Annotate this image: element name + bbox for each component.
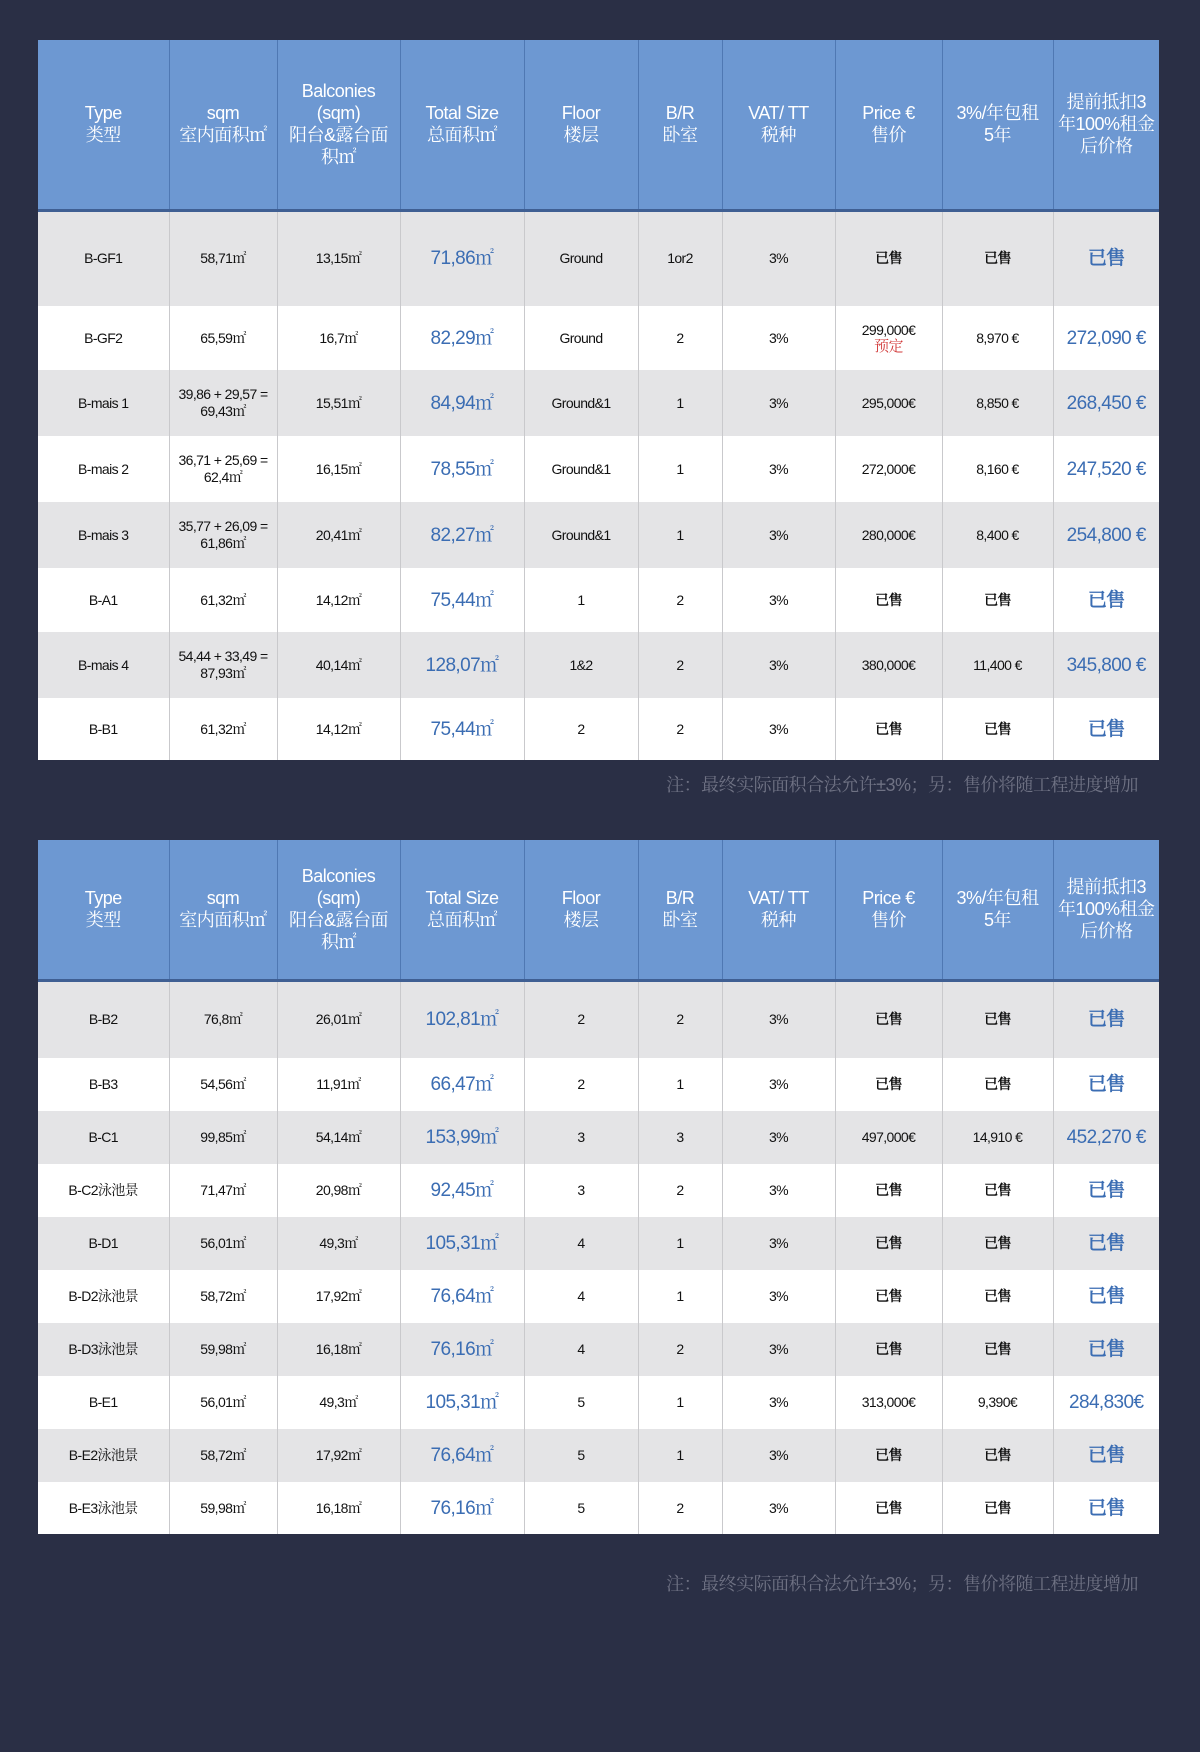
cell-final-price: 268,450 € [1053, 370, 1159, 436]
header-row [38, 840, 1159, 980]
cell-balconies: 49,3㎡ [277, 1217, 400, 1270]
cell-floor: 4 [524, 1323, 638, 1376]
cell-floor: 3 [524, 1164, 638, 1217]
cell-rent: 8,400 € [942, 502, 1053, 568]
cell-final-price: 已售 [1053, 568, 1159, 632]
cell-vat: 3% [722, 306, 835, 370]
cell-balconies: 16,18㎡ [277, 1323, 400, 1376]
cell-total-size: 153,99㎡ [400, 1111, 524, 1164]
cell-vat: 3% [722, 1323, 835, 1376]
table-row [38, 502, 1159, 568]
cell-total-size: 82,29㎡ [400, 306, 524, 370]
cell-sqm: 61,32㎡ [169, 698, 277, 760]
cell-total-size: 76,64㎡ [400, 1429, 524, 1482]
table-row [38, 1058, 1159, 1111]
cell-balconies: 17,92㎡ [277, 1429, 400, 1482]
cell-price: 已售 [835, 210, 942, 306]
cell-vat: 3% [722, 568, 835, 632]
header-rent: 3%/年包租 5年 [942, 40, 1053, 210]
cell-type: B-GF1 [38, 210, 169, 306]
table-row [38, 980, 1159, 1058]
table-row [38, 306, 1159, 370]
cell-total-size: 84,94㎡ [400, 370, 524, 436]
cell-bedrooms: 2 [638, 306, 722, 370]
cell-bedrooms: 2 [638, 1164, 722, 1217]
cell-vat: 3% [722, 980, 835, 1058]
cell-total-size: 92,45㎡ [400, 1164, 524, 1217]
cell-bedrooms: 1 [638, 502, 722, 568]
header-vat: VAT/ TT 税种 [722, 840, 835, 980]
cell-bedrooms: 1 [638, 1270, 722, 1323]
cell-rent: 已售 [942, 1058, 1053, 1111]
cell-floor: 5 [524, 1482, 638, 1534]
cell-balconies: 20,98㎡ [277, 1164, 400, 1217]
cell-bedrooms: 2 [638, 980, 722, 1058]
cell-type: B-mais 2 [38, 436, 169, 502]
table-row [38, 1429, 1159, 1482]
cell-rent: 11,400 € [942, 632, 1053, 698]
cell-rent: 14,910 € [942, 1111, 1053, 1164]
cell-price: 已售 [835, 1270, 942, 1323]
cell-rent: 已售 [942, 568, 1053, 632]
cell-floor: 5 [524, 1376, 638, 1429]
cell-floor: Ground&1 [524, 502, 638, 568]
cell-vat: 3% [722, 370, 835, 436]
cell-price: 已售 [835, 1217, 942, 1270]
cell-total-size: 76,16㎡ [400, 1482, 524, 1534]
cell-type: B-E2泳池景 [38, 1429, 169, 1482]
cell-total-size: 102,81㎡ [400, 980, 524, 1058]
cell-sqm: 58,72㎡ [169, 1429, 277, 1482]
cell-vat: 3% [722, 1111, 835, 1164]
cell-type: B-mais 3 [38, 502, 169, 568]
cell-sqm: 99,85㎡ [169, 1111, 277, 1164]
header-total-size: Total Size 总面积㎡ [400, 40, 524, 210]
cell-price: 已售 [835, 1164, 942, 1217]
cell-bedrooms: 1 [638, 436, 722, 502]
cell-sqm: 54,56㎡ [169, 1058, 277, 1111]
cell-total-size: 82,27㎡ [400, 502, 524, 568]
table-row [38, 698, 1159, 760]
cell-total-size: 128,07㎡ [400, 632, 524, 698]
cell-price: 已售 [835, 568, 942, 632]
cell-total-size: 71,86㎡ [400, 210, 524, 306]
cell-type: B-D1 [38, 1217, 169, 1270]
cell-price [835, 306, 942, 370]
header-rent: 3%/年包租 5年 [942, 840, 1053, 980]
cell-final-price: 已售 [1053, 1270, 1159, 1323]
header-total-size: Total Size 总面积㎡ [400, 840, 524, 980]
cell-balconies: 54,14㎡ [277, 1111, 400, 1164]
header-bedrooms: B/R 卧室 [638, 840, 722, 980]
table-row [38, 1217, 1159, 1270]
cell-floor: 1&2 [524, 632, 638, 698]
table-row [38, 1111, 1159, 1164]
header-price: Price € 售价 [835, 840, 942, 980]
header-row [38, 40, 1159, 210]
header-type: Type 类型 [38, 40, 169, 210]
cell-rent: 已售 [942, 210, 1053, 306]
cell-type: B-D3泳池景 [38, 1323, 169, 1376]
table-body [38, 210, 1159, 760]
cell-type: B-E3泳池景 [38, 1482, 169, 1534]
header-floor: Floor 楼层 [524, 40, 638, 210]
cell-type: B-B3 [38, 1058, 169, 1111]
cell-type: B-C2泳池景 [38, 1164, 169, 1217]
cell-type: B-mais 1 [38, 370, 169, 436]
footnote: 注：最终实际面积合法允许±3%；另：售价将随工程进度增加 [666, 775, 1138, 795]
cell-floor: 1 [524, 568, 638, 632]
cell-type: B-mais 4 [38, 632, 169, 698]
cell-rent: 8,160 € [942, 436, 1053, 502]
cell-type: B-B2 [38, 980, 169, 1058]
header-balconies: Balconies (sqm) 阳台&露台面 积㎡ [277, 840, 400, 980]
price-table-2 [38, 840, 1159, 1534]
table-row [38, 1270, 1159, 1323]
reserved-badge: 预定 [874, 337, 903, 355]
cell-total-size: 105,31㎡ [400, 1217, 524, 1270]
cell-floor: Ground&1 [524, 436, 638, 502]
cell-price: 已售 [835, 1323, 942, 1376]
cell-price: 已售 [835, 980, 942, 1058]
cell-price: 295,000€ [835, 370, 942, 436]
header-price: Price € 售价 [835, 40, 942, 210]
cell-balconies: 13,15㎡ [277, 210, 400, 306]
cell-final-price: 254,800 € [1053, 502, 1159, 568]
cell-balconies: 16,18㎡ [277, 1482, 400, 1534]
cell-balconies: 17,92㎡ [277, 1270, 400, 1323]
cell-vat: 3% [722, 436, 835, 502]
table-row [38, 370, 1159, 436]
table-body [38, 980, 1159, 1534]
cell-final-price: 452,270 € [1053, 1111, 1159, 1164]
table-row [38, 1482, 1159, 1534]
cell-type: B-E1 [38, 1376, 169, 1429]
cell-floor: 4 [524, 1270, 638, 1323]
cell-bedrooms: 1 [638, 370, 722, 436]
cell-rent: 9,390€ [942, 1376, 1053, 1429]
cell-price: 已售 [835, 1482, 942, 1534]
cell-bedrooms: 2 [638, 698, 722, 760]
cell-sqm: 36,71 + 25,69 = 62,4㎡ [169, 436, 277, 502]
cell-price: 280,000€ [835, 502, 942, 568]
cell-rent: 已售 [942, 1482, 1053, 1534]
cell-final-price: 247,520 € [1053, 436, 1159, 502]
cell-vat: 3% [722, 1376, 835, 1429]
cell-sqm: 58,71㎡ [169, 210, 277, 306]
cell-balconies: 14,12㎡ [277, 698, 400, 760]
cell-bedrooms: 2 [638, 632, 722, 698]
cell-rent: 已售 [942, 698, 1053, 760]
cell-bedrooms: 1 [638, 1429, 722, 1482]
cell-bedrooms: 2 [638, 568, 722, 632]
cell-total-size: 66,47㎡ [400, 1058, 524, 1111]
price-table [38, 40, 1159, 760]
header-final-price: 提前抵扣3 年100%租金 后价格 [1053, 40, 1159, 210]
cell-total-size: 105,31㎡ [400, 1376, 524, 1429]
cell-total-size: 75,44㎡ [400, 568, 524, 632]
cell-total-size: 78,55㎡ [400, 436, 524, 502]
cell-balconies: 40,14㎡ [277, 632, 400, 698]
cell-balconies: 15,51㎡ [277, 370, 400, 436]
price-table-1 [38, 40, 1159, 760]
cell-final-price: 已售 [1053, 1217, 1159, 1270]
cell-floor: 2 [524, 1058, 638, 1111]
cell-sqm: 56,01㎡ [169, 1376, 277, 1429]
table-row [38, 436, 1159, 502]
cell-sqm: 35,77 + 26,09 = 61,86㎡ [169, 502, 277, 568]
cell-sqm: 71,47㎡ [169, 1164, 277, 1217]
cell-rent: 已售 [942, 1323, 1053, 1376]
cell-final-price: 284,830€ [1053, 1376, 1159, 1429]
price-value: 299,000€ [861, 321, 916, 338]
cell-type: B-B1 [38, 698, 169, 760]
cell-balconies: 20,41㎡ [277, 502, 400, 568]
cell-sqm: 59,98㎡ [169, 1482, 277, 1534]
cell-bedrooms: 1 [638, 1217, 722, 1270]
cell-bedrooms: 3 [638, 1111, 722, 1164]
cell-floor: 2 [524, 980, 638, 1058]
cell-type: B-A1 [38, 568, 169, 632]
cell-final-price: 已售 [1053, 210, 1159, 306]
cell-final-price: 已售 [1053, 1058, 1159, 1111]
cell-rent: 已售 [942, 980, 1053, 1058]
cell-sqm: 65,59㎡ [169, 306, 277, 370]
cell-rent: 已售 [942, 1429, 1053, 1482]
header-bedrooms: B/R 卧室 [638, 40, 722, 210]
cell-final-price: 已售 [1053, 1164, 1159, 1217]
cell-sqm: 54,44 + 33,49 = 87,93㎡ [169, 632, 277, 698]
header-sqm: sqm 室内面积㎡ [169, 40, 277, 210]
header-vat: VAT/ TT 税种 [722, 40, 835, 210]
cell-sqm: 39,86 + 29,57 = 69,43㎡ [169, 370, 277, 436]
cell-price: 已售 [835, 1058, 942, 1111]
cell-price: 313,000€ [835, 1376, 942, 1429]
cell-type: B-C1 [38, 1111, 169, 1164]
price-table [38, 840, 1159, 1534]
cell-balconies: 49,3㎡ [277, 1376, 400, 1429]
cell-balconies: 26,01㎡ [277, 980, 400, 1058]
cell-vat: 3% [722, 632, 835, 698]
header-final-price: 提前抵扣3 年100%租金 后价格 [1053, 840, 1159, 980]
table-row [38, 632, 1159, 698]
cell-vat: 3% [722, 1429, 835, 1482]
cell-type: B-GF2 [38, 306, 169, 370]
table-row [38, 210, 1159, 306]
cell-price: 已售 [835, 1429, 942, 1482]
cell-final-price: 345,800 € [1053, 632, 1159, 698]
cell-floor: Ground [524, 306, 638, 370]
cell-rent: 已售 [942, 1164, 1053, 1217]
cell-final-price: 已售 [1053, 980, 1159, 1058]
table-row [38, 568, 1159, 632]
header-sqm: sqm 室内面积㎡ [169, 840, 277, 980]
cell-bedrooms: 1 [638, 1376, 722, 1429]
cell-balconies: 14,12㎡ [277, 568, 400, 632]
cell-bedrooms: 1or2 [638, 210, 722, 306]
cell-total-size: 76,16㎡ [400, 1323, 524, 1376]
cell-vat: 3% [722, 1270, 835, 1323]
cell-balconies: 16,15㎡ [277, 436, 400, 502]
cell-vat: 3% [722, 698, 835, 760]
cell-rent: 已售 [942, 1270, 1053, 1323]
cell-bedrooms: 2 [638, 1482, 722, 1534]
table-row [38, 1323, 1159, 1376]
cell-final-price: 已售 [1053, 1482, 1159, 1534]
cell-price: 272,000€ [835, 436, 942, 502]
cell-final-price: 已售 [1053, 1429, 1159, 1482]
cell-sqm: 58,72㎡ [169, 1270, 277, 1323]
cell-rent: 8,850 € [942, 370, 1053, 436]
cell-bedrooms: 2 [638, 1323, 722, 1376]
cell-price: 已售 [835, 698, 942, 760]
cell-balconies: 16,7㎡ [277, 306, 400, 370]
table-row [38, 1376, 1159, 1429]
cell-floor: Ground [524, 210, 638, 306]
cell-total-size: 75,44㎡ [400, 698, 524, 760]
cell-floor: Ground&1 [524, 370, 638, 436]
cell-balconies: 11,91㎡ [277, 1058, 400, 1111]
cell-price: 380,000€ [835, 632, 942, 698]
cell-final-price: 已售 [1053, 698, 1159, 760]
header-floor: Floor 楼层 [524, 840, 638, 980]
cell-floor: 2 [524, 698, 638, 760]
cell-type: B-D2泳池景 [38, 1270, 169, 1323]
cell-vat: 3% [722, 1164, 835, 1217]
cell-vat: 3% [722, 1217, 835, 1270]
cell-vat: 3% [722, 210, 835, 306]
cell-total-size: 76,64㎡ [400, 1270, 524, 1323]
cell-sqm: 61,32㎡ [169, 568, 277, 632]
cell-sqm: 56,01㎡ [169, 1217, 277, 1270]
cell-vat: 3% [722, 1482, 835, 1534]
header-type: Type 类型 [38, 840, 169, 980]
cell-sqm: 76,8㎡ [169, 980, 277, 1058]
cell-final-price: 已售 [1053, 1323, 1159, 1376]
cell-sqm: 59,98㎡ [169, 1323, 277, 1376]
cell-bedrooms: 1 [638, 1058, 722, 1111]
cell-final-price: 272,090 € [1053, 306, 1159, 370]
header-balconies: Balconies (sqm) 阳台&露台面 积㎡ [277, 40, 400, 210]
cell-rent: 已售 [942, 1217, 1053, 1270]
cell-rent: 8,970 € [942, 306, 1053, 370]
cell-floor: 3 [524, 1111, 638, 1164]
cell-floor: 4 [524, 1217, 638, 1270]
cell-price: 497,000€ [835, 1111, 942, 1164]
table-row [38, 1164, 1159, 1217]
cell-vat: 3% [722, 1058, 835, 1111]
cell-floor: 5 [524, 1429, 638, 1482]
cell-vat: 3% [722, 502, 835, 568]
footnote: 注：最终实际面积合法允许±3%；另：售价将随工程进度增加 [666, 1574, 1138, 1594]
